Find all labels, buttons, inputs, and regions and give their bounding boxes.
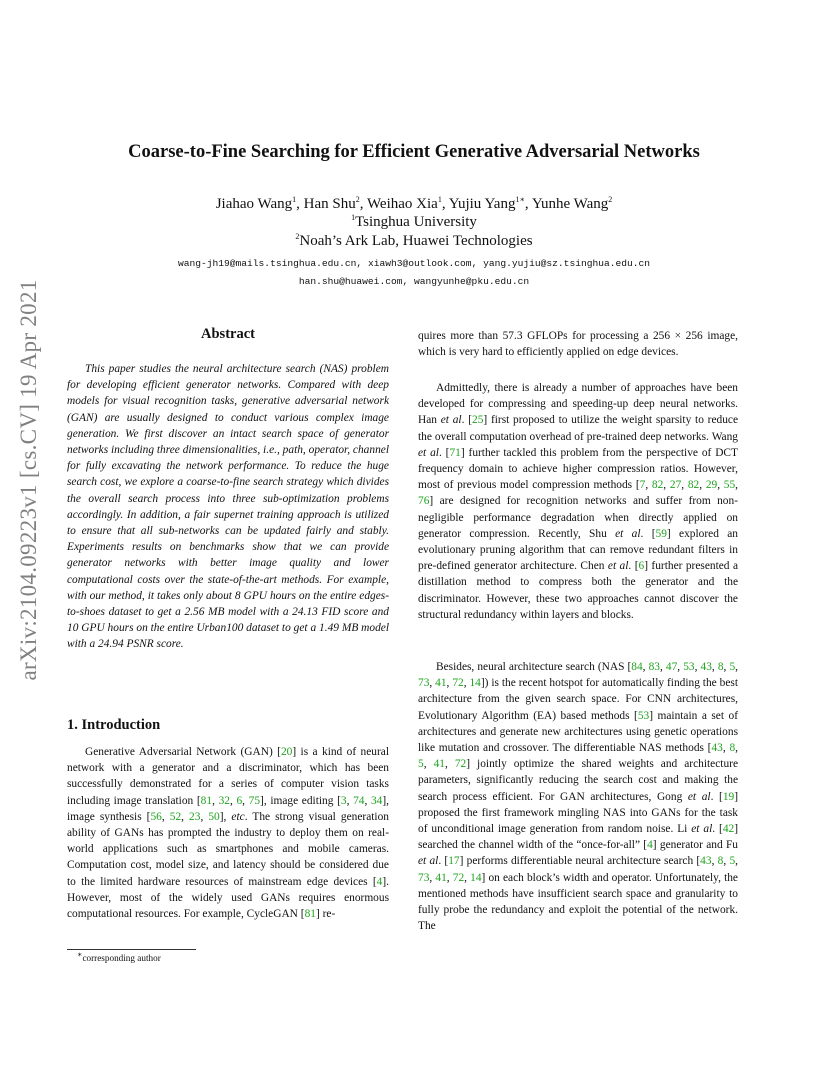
citation-link[interactable]: 6 [236, 794, 243, 807]
citation-link[interactable]: 4 [376, 875, 383, 888]
citation-link[interactable]: 59 [655, 527, 667, 540]
citation-link[interactable]: 14 [470, 871, 482, 884]
italic-text: et al [607, 560, 629, 573]
author-list: Jiahao Wang$^1$, Han Shu$^2$, Weihao Xia$^1$, Yujiu Yang$^{1∗}$, Yunhe Wang$^2$ [215, 195, 613, 212]
author-name: Weihao Xia [366, 196, 438, 212]
email-line-1: wang-jh19@mails.tsinghua.edu.cn, xiawh3@outlook.com, yang.yujiu@sz.tsinghua.edu.cn [177, 258, 651, 269]
citation-link[interactable]: 74 [353, 794, 365, 807]
citation-link[interactable]: 76 [418, 495, 430, 508]
citation-link[interactable]: 43 [700, 661, 712, 673]
right-paragraph-3 [418, 659, 738, 934]
citation-link[interactable]: 14 [469, 677, 481, 690]
citation-link[interactable]: 5 [729, 855, 736, 868]
text-run: . [ [438, 855, 449, 868]
italic-text: et al [440, 414, 462, 427]
citation-link[interactable]: 72 [452, 677, 464, 690]
citation-link[interactable]: 4 [647, 839, 653, 852]
text-run: ] jointly optimize the shared weights and architecture parameters, significantly reducing the search cost and making the search process efficient. For GAN architectures, Gong [418, 758, 739, 803]
paragraph-text: Besides, neural architecture search (NAS [84, 83, 47, 53, 43, 8, 5, 73, 41, 72, 14]) is the recent hotspot for automatically finding the best architecture from the given search space. For CNN architectures, Evolutionary Algorithm (EA) based methods [53] maintain a set of architectures and generate new architectures using genetic operations like mutation and crossover. The differentiable NAS methods [43, 8, 5, 41, 72] jointly optimize the shared weights and architecture parameters, significantly reducing the search cost and making the search process efficient. For GAN architectures, Gong et al. [19] proposed the first framework mingling NAS into GANs for the task of unconditional image generation from random noise. Li et al. [42] searched the channel width of the “once-for-all” [4] generator and Fu et al. [17] performs differentiable neural architecture search [43, 8, 5, 73, 41, 72, 14] on each block’s width and operator. Unfortunately, the mentioned methods have insufficient search space and granularity to fully probe the redundancy and exploit the potential of the network. The [418, 661, 739, 933]
italic-text: et al [615, 527, 641, 540]
citation-link[interactable]: 41 [435, 871, 447, 884]
citation-link[interactable]: 82 [687, 479, 700, 492]
citation-link[interactable]: 81 [304, 908, 316, 921]
citation-link[interactable]: 25 [472, 414, 484, 427]
email-line-2: han.shu@huawei.com, wangyunhe@pku.edu.cn [298, 276, 530, 287]
citation-link[interactable]: 73 [418, 871, 430, 884]
text-run: ], [219, 810, 232, 823]
footnote-mark: ∗ [77, 949, 83, 959]
text-run: ]) is the recent hotspot for automatically finding the best architecture from the given search space. For CNN architectures, Evolutionary Algorithm (EA) based methods [ [418, 677, 738, 722]
footnote [77, 949, 161, 963]
paper-title: Coarse-to-Fine Searching for Efficient Generative Adversarial Networks [128, 142, 700, 162]
text-run: ] are designed for recognition networks and suffer from non-negligible performance degradation when directly applied on generator compression. Recently, Shu [418, 495, 738, 540]
citation-link[interactable]: 47 [665, 661, 678, 673]
author-affiliation-mark: 1 [437, 195, 442, 204]
citation-link[interactable]: 83 [648, 661, 660, 673]
author-affiliation-mark: 1∗ [515, 195, 525, 204]
text-run: ]. However, most of the widely used GANs requires enormous computational resources. For example, CycleGAN [ [67, 875, 389, 921]
citation-link[interactable]: 7 [639, 479, 646, 492]
citation-link[interactable]: 55 [723, 479, 736, 492]
citation-link[interactable]: 53 [683, 661, 695, 673]
author-affiliation-mark: 2 [608, 195, 613, 204]
citation-link[interactable]: 17 [448, 855, 460, 868]
citation-link[interactable]: 8 [717, 855, 724, 868]
citation-link[interactable]: 43 [711, 742, 723, 755]
text-run: ] on each block’s width and operator. Unfortunately, the mentioned methods have insufficient search space and granularity to fully probe the redundancy and exploit the potential of the network. The [418, 871, 738, 933]
abstract-body [67, 361, 389, 653]
citation-link[interactable]: 82 [651, 479, 664, 492]
text-run: Admittedly, there is already a number of approaches have been developed for compressing and speeding-up deep neural networks. Han [418, 382, 738, 427]
author-name: Yujiu Yang [448, 196, 516, 212]
italic-text: et al [691, 823, 713, 836]
text-run: ] re- [315, 908, 336, 921]
citation-link[interactable]: 8 [717, 661, 724, 673]
citation-link[interactable]: 52 [169, 810, 182, 823]
text-run: ] proposed the first framework mingling NAS into GANs for the task of unconditional image generation from random noise. Li [418, 790, 738, 836]
affiliation-name: Tsinghua University [355, 214, 477, 230]
citation-link[interactable]: 56 [150, 810, 162, 823]
citation-link[interactable]: 71 [449, 446, 461, 459]
author-name: Jiahao Wang [215, 196, 293, 212]
text-run: ], image editing [ [260, 794, 341, 807]
affiliation-2 [60, 233, 768, 250]
citation-link[interactable]: 53 [637, 709, 650, 722]
arxiv-identifier-text: arXiv:2104.09223v1 [cs.CV] 19 Apr 2021 [16, 279, 41, 681]
right-paragraph-2 [418, 380, 738, 623]
text-run: . [ [640, 527, 656, 540]
right-paragraph-1 [418, 328, 738, 360]
citation-link[interactable]: 43 [700, 855, 712, 868]
citation-link[interactable]: 81 [200, 794, 213, 807]
citation-link[interactable]: 50 [208, 810, 220, 823]
author-name: Han Shu [303, 196, 356, 212]
italic-text: et al [418, 855, 439, 868]
citation-link[interactable]: 42 [722, 823, 735, 836]
paragraph-text: quires more than 57.3 GFLOPs for processing a 256 × 256 image, which is very hard to efficiently applied on edge devices. [418, 330, 738, 359]
citation-link[interactable]: 27 [669, 479, 682, 492]
text-run: Besides, neural architecture search (NAS [ [436, 661, 632, 673]
citation-link[interactable]: 29 [705, 479, 718, 492]
text-run: . [ [461, 414, 472, 427]
text-run: ] is a kind of neural network with a generator and a discriminator, which has been successfully demonstrated for a series of computer vision tasks including image translation [ [67, 746, 389, 807]
text-run: ] searched the channel width of the “once-for-all” [ [418, 823, 738, 852]
paragraph-text: Admittedly, there is already a number of approaches have been developed for compressing and speeding-up deep neural networks. Han et al. [25] first proposed to utilize the weight sparsity to reduce the overall computation overhead of pre-trained deep networks. Wang et al. [71] further tackled this problem from the perspective of DCT frequency domain to achieve higher compression ratios. However, most of previous model compression methods [7, 82, 27, 82, 29, 55, 76] are designed for recognition networks and suffer from non-negligible performance degradation when directly applied on generator compression. Recently, Shu et al. [59] explored an evolutionary pruning algorithm that can remove redundant filters in pre-defined generator architecture. Chen et al. [6] further presented a distillation method to compress both the generator and the discriminator. However, these two approaches cannot discover the structural redundancy within layers and blocks. [418, 382, 739, 621]
text-run: ] first proposed to utilize the weight sparsity to reduce the overall computation overhead of pre-trained deep networks. Wang [418, 414, 738, 443]
introduction-paragraph: Generative Adversarial Network (GAN) [20] is a kind of neural network with a generator and a discriminator, which has been successfully demonstrated for a series of computer vision tasks including image translation [81, 32, 6, 75], image editing [3, 74, 34], image synthesis [56, 52, 23, 50], etc. The strong visual generation ability of GANs has prompted the industry to deploy them on real-world applications such as smartphones and mobile cameras. Computation cost, model size, and latency should be considered due to the limited hardware resources of mainstream edge devices [4]. However, most of the widely used GANs requires enormous computational resources. For example, CycleGAN [81] re- [67, 746, 390, 921]
italic-text: etc [231, 810, 245, 823]
text-run: . The strong visual generation ability of GANs has prompted the industry to deploy them on real-world applications such as smartphones and mobile cameras. Computation cost, model size, and latency should be considered due to the limited hardware resources of mainstream edge devices [ [67, 810, 389, 888]
text-run: ] explored an evolutionary pruning algorithm that can remove redundant filters in pre-defined generator architecture. Chen [418, 527, 738, 573]
citation-link[interactable]: 32 [218, 794, 230, 807]
text-run: . [ [438, 446, 450, 459]
citation-link[interactable]: 6 [638, 560, 645, 573]
citation-link[interactable]: 41 [433, 758, 445, 771]
text-run: . [ [712, 823, 723, 836]
section-heading-introduction: 1. Introduction [67, 717, 161, 733]
text-run: ], image synthesis [ [67, 794, 390, 823]
citation-link[interactable]: 19 [722, 790, 735, 803]
citation-link[interactable]: 84 [631, 661, 643, 673]
text-run: . [ [628, 560, 639, 573]
italic-text: et al [418, 446, 439, 459]
text-run: Generative Adversarial Network (GAN) [ [85, 746, 281, 758]
text-run: ] further tackled this problem from the perspective of DCT frequency domain to achieve higher compression ratios. However, most of previous model compression methods [ [418, 446, 738, 492]
citation-link[interactable]: 20 [280, 746, 293, 758]
text-run: ] further presented a distillation method to compress both the generator and the discriminator. However, these two approaches cannot discover the structural redundancy within layers and blocks. [418, 560, 738, 621]
introduction-body [67, 744, 389, 922]
citation-link[interactable]: 72 [454, 758, 467, 771]
citation-link[interactable]: 73 [418, 677, 430, 690]
arxiv-identifier [8, 280, 50, 680]
affiliation-mark: 1 [351, 213, 356, 222]
citation-link[interactable]: 3 [340, 794, 347, 807]
affiliation-1 [60, 214, 768, 231]
footnote-text: corresponding author [82, 953, 161, 963]
author-name: Yunhe Wang [531, 196, 609, 212]
citation-link[interactable]: 75 [248, 794, 261, 807]
author-affiliation-mark: 1 [292, 195, 297, 204]
citation-link[interactable]: 5 [418, 758, 424, 771]
author-affiliation-mark: 2 [355, 195, 360, 204]
citation-link[interactable]: 8 [729, 742, 736, 755]
abstract-text: This paper studies the neural architecture search (NAS) problem for developing efficient generator networks. Compared with deep models for visual recognition tasks, generative adversarial network (GAN) are usually designed to conduct various complex image generation. We first discover an intact search space of generator networks including three dimensionalities, i.e., path, operator, channel for fully excavating the network performance. To reduce the huge search cost, we explore a coarse-to-fine search strategy which divides the overall search process into three sub-optimization problems accordingly. In addition, a fair supernet training approach is utilized to ensure that all sub-networks can be updated fairly and stably. Experiments results on benchmarks show that we can provide generator networks with better image quality and lower computational costs over the state-of-the-art methods. For example, with our method, it takes only about 8 GPU hours on the entire edges-to-shoes dataset to get a 2.56 MB model with a 24.13 FID score and 10 GPU hours on the entire Urban100 dataset to get a 1.49 MB model with a 24.94 PSNR score. [67, 363, 389, 651]
citation-link[interactable]: 34 [370, 794, 383, 807]
abstract-heading: Abstract [201, 326, 255, 342]
affiliation-name: Noah’s Ark Lab, Huawei Technologies [299, 233, 533, 249]
citation-link[interactable]: 5 [729, 661, 736, 673]
text-run: ] performs differentiable neural architecture search [ [459, 855, 701, 868]
citation-link[interactable]: 23 [189, 810, 201, 823]
citation-link[interactable]: 72 [452, 871, 465, 884]
text-run: ] maintain a set of architectures and generate new architectures using genetic operations like mutation and crossover. The differentiable NAS methods [ [418, 709, 738, 755]
citation-link[interactable]: 41 [435, 677, 447, 690]
text-run: ] generator and Fu [652, 839, 738, 852]
footnote-divider [67, 949, 196, 950]
text-run: . [ [710, 790, 723, 803]
affiliation-mark: 2 [295, 232, 300, 241]
italic-text: et al [687, 790, 711, 803]
